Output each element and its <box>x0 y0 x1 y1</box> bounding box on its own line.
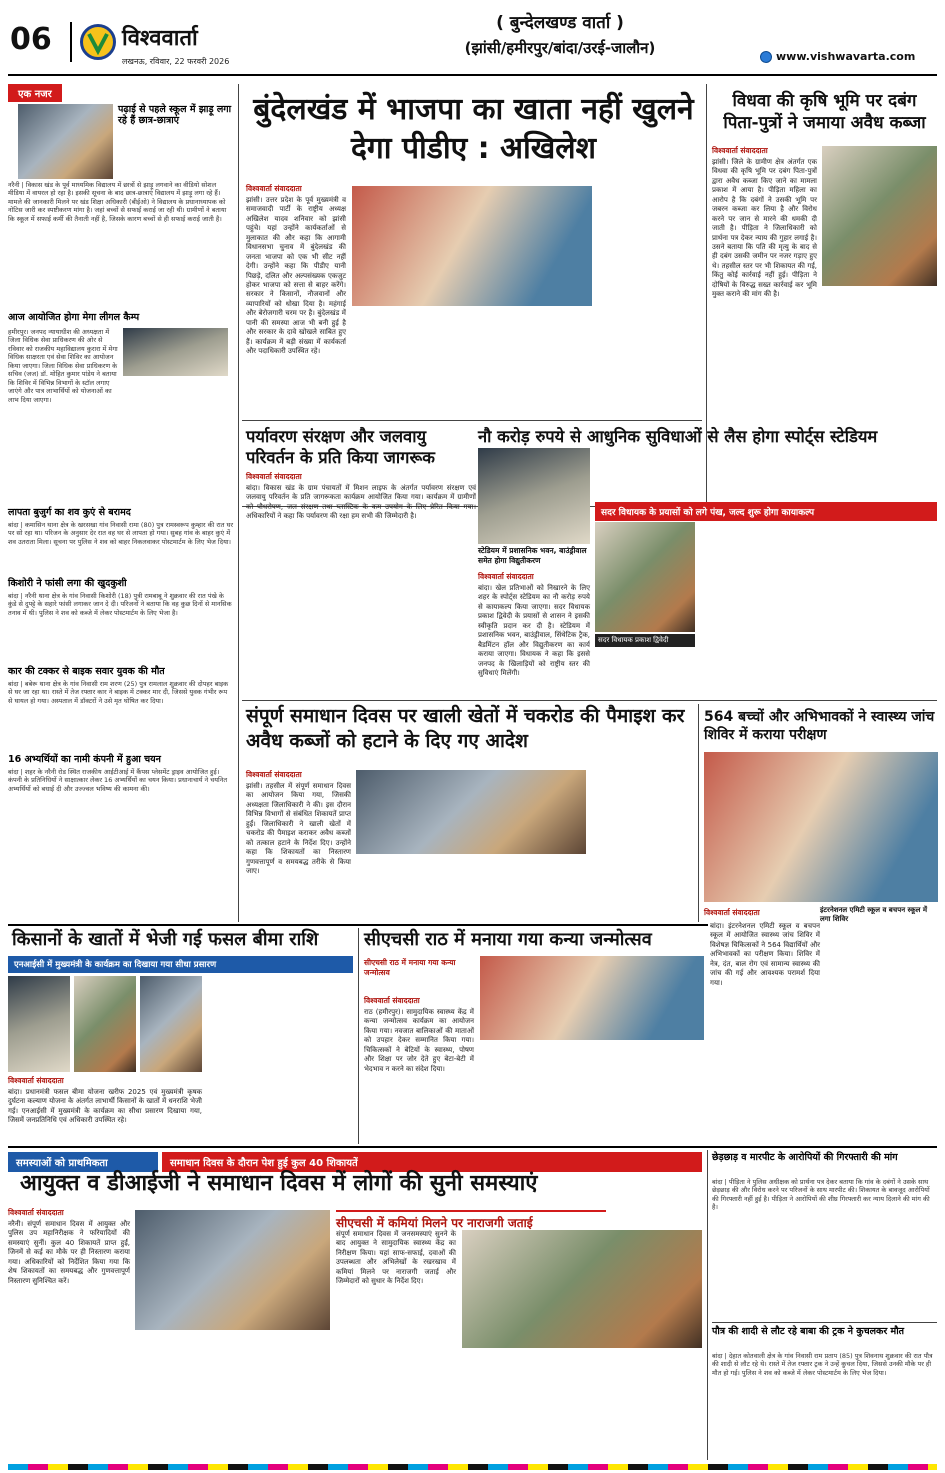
widow-body-col2 <box>822 290 937 504</box>
lead-byline: विश्ववार्ता संवाददाता <box>246 184 302 193</box>
paper-name: विश्ववार्ता <box>122 26 198 51</box>
kanya-photo <box>480 956 704 1040</box>
column-divider <box>358 928 359 1144</box>
news-body: बांदा | बबेरू थाना क्षेत्र के गांव निवासी राम शरण (25) पुत्र रामलाल शुक्रवार की दोपहर बाइक से घर जा रहा था। रास्ते में तेज रफ्तार कार ने बाइक में टक्कर मार दी, जिससे युवक गंभीर रूप से घायल हो गया। अस्पताल में डॉक्टरों ने उसे मृत घोषित कर दिया। <box>8 680 229 705</box>
kanya-photo-caption: सीएचसी राठ में मनाया गया कन्या जन्मोत्सव <box>364 958 456 977</box>
crime-body: बांदा | पीड़िता ने पुलिस अधीक्षक को प्रार्थना पत्र देकर बताया कि गांव के दबंगों ने उसके साथ छेड़छाड़ की और विरोध करने पर परिजनों के साथ मारपीट की। शिकायत के बावजूद आरोपियों की गिरफ्तारी नहीं हुई है। पीड़िता ने आरोपियों की शीघ्र गिरफ्तारी कर न्याय दिलाने की मांग की है। <box>712 1178 930 1212</box>
accident-title: पौत्र की शादी से लौट रहे बाबा की ट्रक ने कुचलकर मौत <box>712 1326 905 1337</box>
section-rule <box>712 1322 937 1323</box>
stadium-byline: विश्ववार्ता संवाददाता <box>478 572 534 581</box>
widow-photo <box>822 146 937 286</box>
color-registration-bar <box>8 1464 937 1470</box>
ek-nazar-column <box>8 84 233 918</box>
kanya-body-col3 <box>595 1044 704 1142</box>
lead-body-col4 <box>597 186 702 416</box>
health-body: बांदा। इंटरनेशनल एमिटी स्कूल व बचपन स्कूल में आयोजित स्वास्थ्य जांच शिविर में विशेषज्ञ चिकित्सकों ने 564 विद्यार्थियों और अभिभावकों का परीक्षण किया। शिविर में नेत्र, दंत, बाल रोग एवं सामान्य स्वास्थ्य की जांच की गई और आवश्यक परामर्श दिया गया। <box>710 922 820 987</box>
stadium-headline: नौ करोड़ रुपये से आधुनिक सुविधाओं से लैस होगा स्पोर्ट्स स्टेडियम <box>478 427 878 446</box>
insurance-subhead: एनआईसी में मुख्यमंत्री के कार्यक्रम का दिखाया गया सीधा प्रसारण <box>8 956 353 973</box>
stadium-photo-caption: स्टेडियम में प्रशासनिक भवन, बाउंड्रीवाल समेत होगा विद्युतीकरण <box>478 546 587 565</box>
mla-caption: सदर विधायक प्रकाश द्विवेदी <box>595 634 695 647</box>
stadium-body: बांदा। खेल प्रतिभाओं को निखारने के लिए शहर के स्पोर्ट्स स्टेडियम का नौ करोड़ रुपये से कायाकल्प किया जाएगा। सदर विधायक प्रकाश द्विवेदी के प्रयासों से शासन ने इसकी स्वीकृति प्रदान कर दी है। स्टेडियम में प्रशासनिक भवन, बाउंड्रीवाल, सिंथेटिक ट्रैक, बैडमिंटन हॉल और विद्युतीकरण का कार्य कराया जाएगा। विधायक ने कहा कि इससे जनपद के खिलाड़ियों को राष्ट्रीय स्तर की सुविधाएं मिलेंगी। <box>478 584 590 677</box>
health-headline: 564 बच्चों और अभिभावकों ने स्वास्थ्य जांच शिविर में कराया परीक्षण <box>704 709 935 744</box>
lead-body-col2 <box>352 310 470 416</box>
insurance-headline: किसानों के खातों में भेजी गई फसल बीमा राशि <box>12 929 319 950</box>
commissioner-headline: आयुक्त व डीआईजी ने समाधान दिवस में लोगों की सुनी समस्याएं <box>20 1171 538 1196</box>
commissioner-body: नरैनी। संपूर्ण समाधान दिवस में आयुक्त और पुलिस उप महानिरीक्षक ने फरियादियों की समस्याएं सुनीं। कुल 40 शिकायतें प्राप्त हुईं, जिनमें से कई का मौके पर ही निस्तारण कराया गया। अधिकारियों को निर्देशित किया गया कि शेष शिकायतों का समयबद्ध और गुणवत्तापूर्ण निस्तारण सुनिश्चित करें। <box>8 1220 130 1285</box>
mla-photo <box>595 522 695 632</box>
accident-body: बांदा | देहात कोतवाली क्षेत्र के गांव निवासी राम प्रताप (85) पुत्र शिवनाथ शुक्रवार की रात पौत्र की शादी से लौट रहे थे। रास्ते में तेज रफ्तार ट्रक ने उन्हें कुचल दिया, जिससे उनकी मौके पर ही मौत हो गई। पुलिस ने शव को कब्जे में लेकर पोस्टमार्टम के लिए भेज दिया। <box>712 1352 933 1377</box>
chc-body: संपूर्ण समाधान दिवस में जनसमस्याएं सुनने के बाद आयुक्त ने सामुदायिक स्वास्थ्य केंद्र का निरीक्षण किया। यहां साफ-सफाई, दवाओं की उपलब्धता और अभिलेखों के रखरखाव में कमियां मिलने पर नाराजगी जताई और जिम्मेदारों को सुधार के निर्देश दिए। <box>336 1230 456 1286</box>
health-byline: विश्ववार्ता संवाददाता <box>704 908 760 917</box>
commissioner-body-col2 <box>135 1334 230 1460</box>
page-number-divider <box>70 22 72 62</box>
judge-photo <box>123 328 228 376</box>
health-photo-caption: इंटरनेशनल एमिटी स्कूल व बचपन स्कूल में लगा शिविर <box>820 906 928 924</box>
stadium-photo <box>478 448 590 544</box>
kanya-headline: सीएचसी राठ में मनाया गया कन्या जन्मोत्सव <box>364 929 652 950</box>
lead-body: झांसी। उत्तर प्रदेश के पूर्व मुख्यमंत्री व समाजवादी पार्टी के राष्ट्रीय अध्यक्ष अखिलेश यादव शनिवार को झांसी पहुंचे। यहां उन्होंने कार्यकर्ताओं से मुलाकात की और कहा कि आगामी विधानसभा चुनाव में बुंदेलखंड की जनता भाजपा को एक भी सीट नहीं देगी। उन्होंने कहा कि पीडीए यानी पिछड़े, दलित और अल्पसंख्यक एकजुट होकर भाजपा को सत्ता से बाहर करेंगे। सरकार ने किसानों, नौजवानों और व्यापारियों को धोखा दिया है। महंगाई और बेरोजगारी चरम पर है। बुंदेलखंड में पानी की समस्या आज भी बनी हुई है और सरकार के दावे खोखले साबित हुए हैं। कार्यक्रम में बड़ी संख्या में कार्यकर्ता और पदाधिकारी उपस्थित रहे। <box>246 196 346 355</box>
samadhan-body-col4 <box>592 770 692 922</box>
edition-title: ( बुन्देलखण्ड वार्ता ) <box>496 13 624 33</box>
news-title: पढ़ाई से पहले स्कूल में झाड़ू लगा रहे हैं छात्र-छात्राएं <box>118 104 232 127</box>
school-photo <box>18 104 113 179</box>
akhilesh-photo <box>352 186 592 306</box>
masthead <box>0 0 945 80</box>
samadhan-body-col3 <box>474 858 586 922</box>
edition-cities: (झांसी/हमीरपुर/बांदा/उरई-जालौन) <box>464 39 656 57</box>
environment-byline: विश्ववार्ता संवाददाता <box>246 472 302 481</box>
health-body-col2 <box>826 922 938 1142</box>
health-camp-photo <box>704 752 938 902</box>
commissioner-photo <box>135 1210 330 1330</box>
logo-icon <box>80 24 116 60</box>
globe-icon <box>760 51 772 63</box>
stadium-body-col2 <box>700 522 816 696</box>
widow-body: झांसी। जिले के ग्रामीण क्षेत्र अंतर्गत एक विधवा की कृषि भूमि पर दबंग पिता-पुत्रों द्वारा अवैध कब्जा किए जाने का मामला प्रकाश में आया है। पीड़िता महिला का आरोप है कि दबंगों ने उसकी भूमि पर जबरन कब्जा कर लिया है और विरोध करने पर जान से मारने की धमकी दी जाती है। पीड़िता ने जिलाधिकारी को प्रार्थना पत्र देकर न्याय की गुहार लगाई है। उसने बताया कि पति की मृत्यु के बाद से ही दबंग उसकी जमीन पर नजर गड़ाए हुए थे। तहसील स्तर पर भी शिकायत की गई, किंतु कोई कार्रवाई नहीं हुई। पीड़िता ने दोषियों के विरुद्ध सख्त कार्रवाई कर भूमि मुक्त कराने की मांग की है। <box>712 158 817 299</box>
news-title: किशोरी ने फांसी लगा की खुदकुशी <box>8 578 127 589</box>
commissioner-body-col3 <box>235 1334 330 1460</box>
environment-headline: पर्यावरण संरक्षण और जलवायु परिवर्तन के प्रति किया जागरूक <box>246 427 435 468</box>
samadhan-body: झांसी। तहसील में संपूर्ण समाधान दिवस का आयोजन किया गया, जिसकी अध्यक्षता जिलाधिकारी ने की। इस दौरान विभिन्न विभागों से संबंधित शिकायतें प्राप्त हुईं। जिलाधिकारी ने खाली खेतों में चकरोड की पैमाइश कराकर अवैध कब्जों को तत्काल हटाने के निर्देश दिए। उन्होंने कहा कि शिकायतों का निस्तारण गुणवत्तापूर्ण व समयबद्ध तरीके से किया जाए। <box>246 782 351 875</box>
crime-title: छेड़छाड़ व मारपीट के आरोपियों की गिरफ्तारी की मांग <box>712 1152 898 1163</box>
news-body: नरैनी | विकास खंड के पूर्व माध्यमिक विद्यालय में छात्रों से झाड़ू लगवाने का वीडियो सोशल मीडिया में वायरल हो रहा है। इसकी सूचना के बाद छात्र-छात्राएं विद्यालय में झाड़ू लगा रहे हैं। मामले की जानकारी मिलने पर खंड शिक्षा अधिकारी (बीईओ) ने विद्यालय के प्रधानाध्यापक को नोटिस जारी कर स्पष्टीकरण मांगा है। जहां बच्चों से सफाई कराई जा रही थी। ग्रामीणों ने बताया कि स्कूल में सफाई कर्मी की तैनाती नहीं है, जिसके कारण बच्चों से ही सफाई कराई जाती है। <box>8 181 227 223</box>
section-rule <box>8 1146 937 1148</box>
news-body: बांदा | शहर के नरैनी रोड स्थित राजकीय आईटीआई में कैंपस प्लेसमेंट ड्राइव आयोजित हुई। कंपनी के प्रतिनिधियों ने साक्षात्कार लेकर 16 अभ्यर्थियों का चयन किया। प्रधानाचार्य ने चयनित अभ्यर्थियों को बधाई दी और उज्ज्वल भविष्य की कामना की। <box>8 768 228 793</box>
column-divider <box>698 704 699 922</box>
widow-headline: विधवा की कृषि भूमि पर दबंग पिता-पुत्रों ने जमाया अवैध कब्जा <box>723 91 926 134</box>
problems-tag: समस्याओं को प्राथमिकता <box>8 1152 158 1172</box>
samadhan-body-col2 <box>356 858 468 922</box>
insurance-photo-3 <box>140 976 202 1072</box>
column-divider <box>238 84 239 922</box>
kanya-body: राठ (हमीरपुर)। सामुदायिक स्वास्थ्य केंद्र में कन्या जन्मोत्सव कार्यक्रम का आयोजन किया गया। नवजात बालिकाओं की माताओं को उपहार देकर सम्मानित किया गया। चिकित्सकों ने बेटियों के स्वास्थ्य, पोषण और शिक्षा पर जोर देते हुए बेटा-बेटी में भेदभाव न करने का संदेश दिया। <box>364 1008 474 1073</box>
ek-nazar-tag: एक नजर <box>8 84 62 102</box>
news-body: बांदा | कमासिन थाना क्षेत्र के खरसखा गांव निवासी रामा (80) पुत्र रामस्वरूप कुम्हार की रात घर पर सो रहा था। परिजन के अनुसार देर रात वह घर से लापता हो गया। सुबह गांव के बाहर कुएं में शव उतराता मिला। सूचना पर पुलिस ने शव को बाहर निकलवाकर पोस्टमार्टम के लिए भेज दिया। <box>8 521 234 546</box>
news-body: हमीरपुर। जनपद न्यायाधीश की अध्यक्षता में जिला विधिक सेवा प्राधिकरण की ओर से रविवार को राजकीय महाविद्यालय कुरारा में मेगा विधिक साक्षरता एवं सेवा शिविर का आयोजन किया जाएगा। जिला विधिक सेवा प्राधिकरण के सचिव (जज) डॉ. मोहित कुमार पांडेय ने बताया कि शिविर में विभिन्न विभागों के स्टॉल लगाए जाएंगे और पात्र लाभार्थियों को योजनाओं का लाभ दिया जाएगा। <box>8 328 118 404</box>
chc-photo <box>462 1230 702 1348</box>
insurance-body: बांदा। प्रधानमंत्री फसल बीमा योजना खरीफ 2025 एवं मुख्यमंत्री कृषक दुर्घटना कल्याण योजना के अंतर्गत लाभार्थी किसानों के खातों में धनराशि भेजी गई। एनआईसी में मुख्यमंत्री के कार्यक्रम का सीधा प्रसारण दिखाया गया, जिसमें जनप्रतिनिधि एवं अधिकारी उपस्थित रहे। <box>8 1088 202 1125</box>
website[interactable]: www.vishwavarta.com <box>776 50 916 63</box>
section-rule <box>242 700 937 701</box>
lead-body-col3 <box>475 310 592 416</box>
lead-headline: बुंदेलखंड में भाजपा का खाता नहीं खुलने देगा पीडीए : अखिलेश <box>253 92 694 166</box>
chc-body-col3 <box>585 1352 702 1460</box>
stadium-body-col3 <box>821 522 937 696</box>
news-body: बांदा | नरैनी थाना क्षेत्र के गांव निवासी किशोरी (18) पुत्री रामबाबू ने शुक्रवार की रात पंखे के कुंडे से दुपट्टे के सहारे फांसी लगाकर जान दे दी। परिजनों ने बताया कि वह कुछ दिनों से मानसिक तनाव में थी। पुलिस ने शव को कब्जे में लेकर पोस्टमार्टम के लिए भेजा है। <box>8 592 232 617</box>
news-title: लापता बुजुर्ग का शव कुएं से बरामद <box>8 507 131 518</box>
kanya-byline: विश्ववार्ता संवाददाता <box>364 996 420 1005</box>
samadhan-headline: संपूर्ण समाधान दिवस पर खाली खेतों में चकरोड की पैमाइश कर अवैध कब्जों को हटाने के दिए गए आदेश <box>246 705 685 752</box>
page-number: 06 <box>10 22 52 57</box>
kanya-body-col2 <box>480 1044 590 1142</box>
column-divider <box>707 1150 708 1460</box>
section-rule <box>242 420 702 421</box>
news-title: 16 अभ्यर्थियों का नामी कंपनी में हुआ चयन <box>8 754 161 765</box>
insurance-photo-2 <box>74 976 136 1072</box>
city-date: लखनऊ, रविवार, 22 फरवरी 2026 <box>122 57 230 66</box>
section-rule <box>8 924 708 926</box>
problems-subhead: समाधान दिवस के दौरान पेश हुई कुल 40 शिकायतें <box>162 1152 702 1172</box>
commissioner-byline: विश्ववार्ता संवाददाता <box>8 1208 64 1217</box>
news-title: आज आयोजित होगा मेगा लीगल कैम्प <box>8 312 140 323</box>
insurance-photo-1 <box>8 976 70 1072</box>
widow-byline: विश्ववार्ता संवाददाता <box>712 146 768 155</box>
environment-body: बांदा। विकास खंड के ग्राम पंचायतों में मिशन लाइफ के अंतर्गत पर्यावरण संरक्षण एवं जलवायु परिवर्तन के प्रति जागरूकता कार्यक्रम आयोजित किया गया। कार्यक्रम में ग्रामीणों को पौधरोपण, जल संरक्षण तथा प्लास्टिक के कम उपयोग के लिए प्रेरित किया गया। अधिकारियों ने कहा कि पर्यावरण की रक्षा हम सभी की जिम्मेदारी है। <box>246 484 476 521</box>
insurance-byline: विश्ववार्ता संवाददाता <box>8 1076 64 1085</box>
masthead-rule <box>8 74 937 76</box>
insurance-body-col2 <box>207 976 353 1142</box>
stadium-subhead: सदर विधायक के प्रयासों को लगे पंख, जल्द शुरू होगा कायाकल्प <box>595 502 937 521</box>
samadhan-byline: विश्ववार्ता संवाददाता <box>246 770 302 779</box>
samadhan-photo <box>356 770 586 854</box>
chc-headline: सीएचसी में कमियां मिलने पर नाराजगी जताई <box>336 1210 606 1233</box>
chc-body-col2 <box>462 1352 579 1460</box>
news-body-cont <box>8 380 233 504</box>
news-title: कार की टक्कर से बाइक सवार युवक की मौत <box>8 666 165 677</box>
